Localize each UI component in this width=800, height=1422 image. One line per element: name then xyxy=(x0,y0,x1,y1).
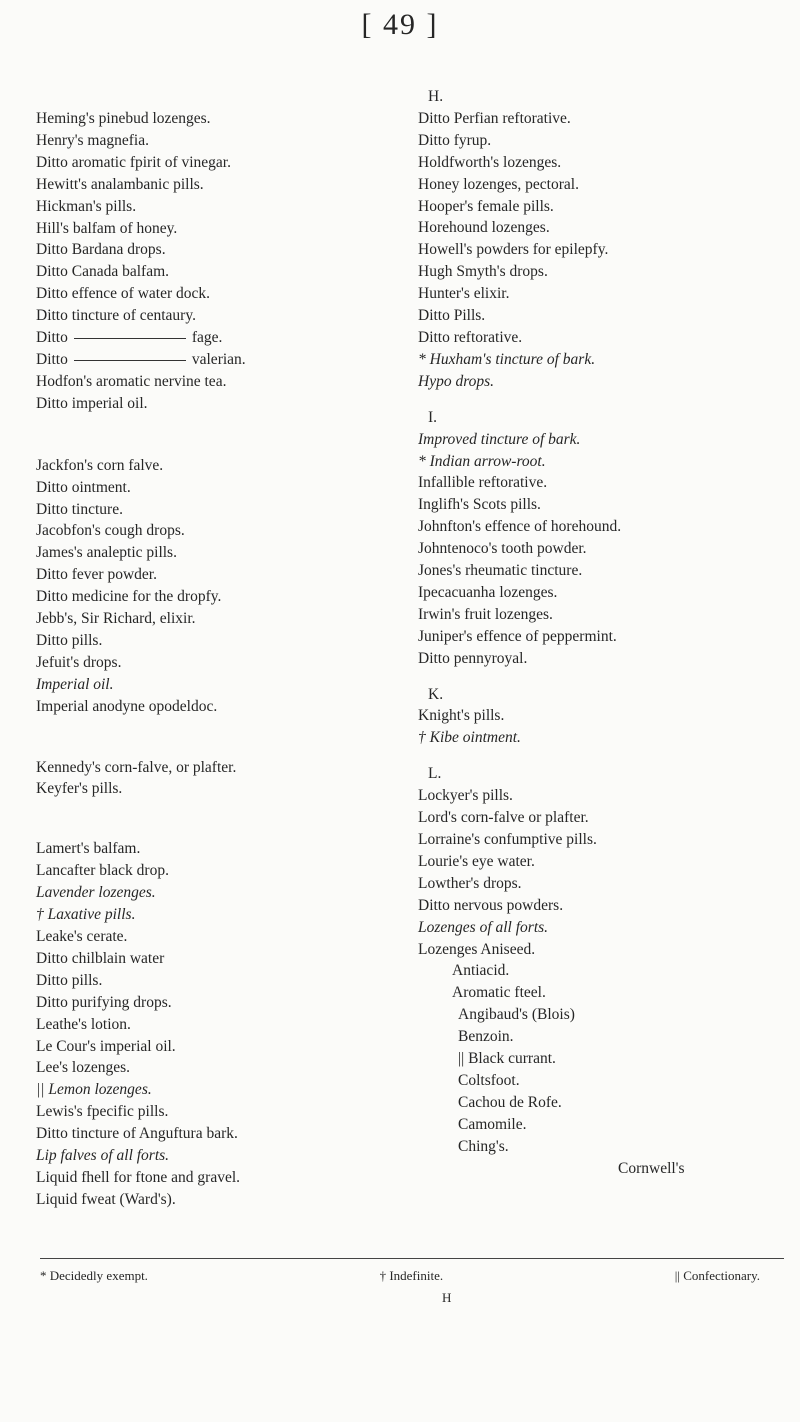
list-item: Lozenges Aniseed. xyxy=(418,940,536,958)
list-item: Leathe's lotion. xyxy=(36,1015,131,1033)
lozenges-sublist-a xyxy=(418,960,788,1004)
list-item: Leake's cerate. xyxy=(36,928,128,945)
list-item: Ditto Perfian reftorative. xyxy=(418,109,571,127)
list-item: Improved tincture of bark. xyxy=(418,430,581,448)
section-letter-k: K. xyxy=(428,685,444,703)
list-item: Lorraine's confumptive pills. xyxy=(418,831,597,848)
ditto-suffix: valerian. xyxy=(191,350,246,368)
list-item: Lockyer's pills. xyxy=(418,787,513,805)
list-item: Ditto chilblain water xyxy=(36,949,165,967)
list-item: Henry's magnefia. xyxy=(36,131,149,149)
group-h xyxy=(418,108,788,393)
list-item: * Huxham's tincture of bark. xyxy=(418,350,596,368)
list-item: Ditto Pills. xyxy=(418,307,486,325)
list-item: Ditto tincture. xyxy=(36,500,123,518)
list-item: Ditto fyrup. xyxy=(418,131,492,149)
group-k xyxy=(418,705,788,749)
list-item: Jones's rheumatic tincture. xyxy=(418,562,583,580)
footnote-confectionary: || Confectionary. xyxy=(674,1268,760,1283)
list-item: Hugh Smyth's drops. xyxy=(418,263,548,281)
list-item: Holdfworth's lozenges. xyxy=(418,153,562,171)
list-item: Benzoin. xyxy=(458,1028,514,1046)
list-item: Hypo drops. xyxy=(418,372,495,390)
list-item: Lavender lozenges. xyxy=(36,884,156,902)
list-item: Juniper's effence of peppermint. xyxy=(418,627,617,645)
footnote-indefinite: † Indefinite. xyxy=(379,1268,444,1283)
list-item: James's analeptic pills. xyxy=(36,544,177,562)
list-item: Ditto effence of water dock. xyxy=(36,285,211,303)
list-item: Keyfer's pills. xyxy=(36,780,123,798)
group-j xyxy=(36,455,406,674)
list-item: Lozenges of all forts. xyxy=(418,918,549,936)
list-item: Lord's corn-falve or plafter. xyxy=(418,809,589,827)
list-item: Lamert's balfam. xyxy=(36,840,141,858)
list-item: Ipecacuanha lozenges. xyxy=(418,583,558,601)
list-item: Johntenoco's tooth powder. xyxy=(418,540,587,558)
list-item: Ditto fever powder. xyxy=(36,566,157,584)
spacer xyxy=(36,415,406,455)
group-h-tail xyxy=(36,371,406,415)
list-item: Ditto nervous powders. xyxy=(418,896,564,914)
list-item: Lip falves of all forts. xyxy=(36,1147,170,1165)
list-item: || Black currant. xyxy=(458,1050,556,1068)
list-item: Antiacid. xyxy=(452,962,510,980)
group-k xyxy=(36,757,406,801)
list-item: Inglifh's Scots pills. xyxy=(418,496,541,514)
list-item: Ditto pennyroyal. xyxy=(418,649,528,667)
list-item: Ditto Bardana drops. xyxy=(36,241,166,259)
list-item: Hodfon's aromatic nervine tea. xyxy=(36,372,227,390)
list-item: Camomile. xyxy=(458,1115,527,1133)
footnote-decidedly-exempt: * Decidedly exempt. xyxy=(40,1268,148,1283)
spacer xyxy=(36,800,406,838)
lozenges-sublist-b xyxy=(418,1004,788,1157)
ditto-label: Ditto xyxy=(36,350,68,368)
left-column xyxy=(36,108,406,1211)
list-item: Jackfon's corn falve. xyxy=(36,456,164,474)
spacer xyxy=(36,718,406,757)
list-item: Lowther's drops. xyxy=(418,874,522,892)
list-item: Hooper's female pills. xyxy=(418,197,554,215)
list-item: Hill's balfam of honey. xyxy=(36,219,178,237)
list-item: Lancafter black drop. xyxy=(36,862,169,880)
list-item: Lewis's fpecific pills. xyxy=(36,1103,169,1121)
list-item: Johnfton's effence of horehound. xyxy=(418,518,622,536)
list-item: Cachou de Rofe. xyxy=(458,1093,562,1111)
group-h xyxy=(36,108,406,327)
list-item: Jebb's, Sir Richard, elixir. xyxy=(36,610,196,628)
list-item: Liquid fweat (Ward's). xyxy=(36,1190,176,1208)
list-item: Howell's powders for epilepfy. xyxy=(418,241,609,259)
list-item: Heming's pinebud lozenges. xyxy=(36,110,211,127)
list-item: Infallible reftorative. xyxy=(418,474,548,492)
list-item: Ditto tincture of centaury. xyxy=(36,307,196,325)
list-item: Honey lozenges, pectoral. xyxy=(418,175,579,193)
list-item: Hunter's elixir. xyxy=(418,285,510,303)
list-item: Ditto pills. xyxy=(36,631,103,649)
list-item: Ditto tincture of Anguftura bark. xyxy=(36,1125,238,1143)
list-item: Ditto purifying drops. xyxy=(36,993,172,1011)
list-item: Ching's. xyxy=(458,1137,509,1155)
list-item: † Kibe ointment. xyxy=(418,729,521,747)
list-item: || Lemon lozenges. xyxy=(36,1081,152,1099)
list-item: Jacobfon's cough drops. xyxy=(36,522,185,540)
ditto-valerian-line xyxy=(36,349,406,371)
ditto-dash xyxy=(74,360,186,361)
ditto-sage-line xyxy=(36,327,406,349)
page-number: [ 49 ] xyxy=(361,8,439,41)
footnote-rule xyxy=(40,1258,784,1259)
list-item: Hewitt's analambanic pills. xyxy=(36,175,204,193)
group-l xyxy=(418,785,788,960)
catchword: Cornwell's xyxy=(618,1159,685,1177)
list-item: Liquid fhell for ftone and gravel. xyxy=(36,1168,241,1186)
list-item: Ditto medicine for the dropfy. xyxy=(36,588,222,606)
list-item: Ditto Canada balfam. xyxy=(36,263,169,281)
list-item: Aromatic fteel. xyxy=(452,984,546,1002)
footnotes xyxy=(40,1268,760,1284)
list-item: Ditto imperial oil. xyxy=(36,394,148,412)
list-item: † Laxative pills. xyxy=(36,906,136,924)
list-item: Kennedy's corn-falve, or plafter. xyxy=(36,758,237,776)
list-item: Ditto pills. xyxy=(36,971,103,989)
list-item: Ditto aromatic fpirit of vinegar. xyxy=(36,153,231,171)
group-i xyxy=(418,429,788,670)
list-item: Imperial anodyne opodeldoc. xyxy=(36,697,218,715)
section-letter-i: I. xyxy=(428,408,438,426)
list-item: Lee's lozenges. xyxy=(36,1059,131,1077)
signature-mark: H xyxy=(442,1290,452,1305)
list-item: * Indian arrow-root. xyxy=(418,452,546,470)
group-l xyxy=(36,838,406,1210)
section-letter-h: H. xyxy=(428,88,444,105)
list-item: Hickman's pills. xyxy=(36,197,137,215)
ditto-dash xyxy=(74,338,186,339)
list-item: Lourie's eye water. xyxy=(418,852,535,870)
list-item: Irwin's fruit lozenges. xyxy=(418,605,553,623)
list-item: Ditto reftorative. xyxy=(418,328,523,346)
list-item: Horehound lozenges. xyxy=(418,219,550,237)
section-letter-l: L. xyxy=(428,765,442,783)
ditto-label: Ditto xyxy=(36,329,68,347)
list-item: Le Cour's imperial oil. xyxy=(36,1037,176,1055)
right-column xyxy=(418,86,788,1180)
list-item: Imperial oil. xyxy=(36,675,114,693)
list-item: Coltsfoot. xyxy=(458,1071,520,1089)
list-item: Ditto ointment. xyxy=(36,478,131,496)
list-item: Jefuit's drops. xyxy=(36,653,122,671)
ditto-suffix: fage. xyxy=(191,329,223,347)
list-item: Angibaud's (Blois) xyxy=(458,1006,575,1024)
list-item: Knight's pills. xyxy=(418,707,505,725)
